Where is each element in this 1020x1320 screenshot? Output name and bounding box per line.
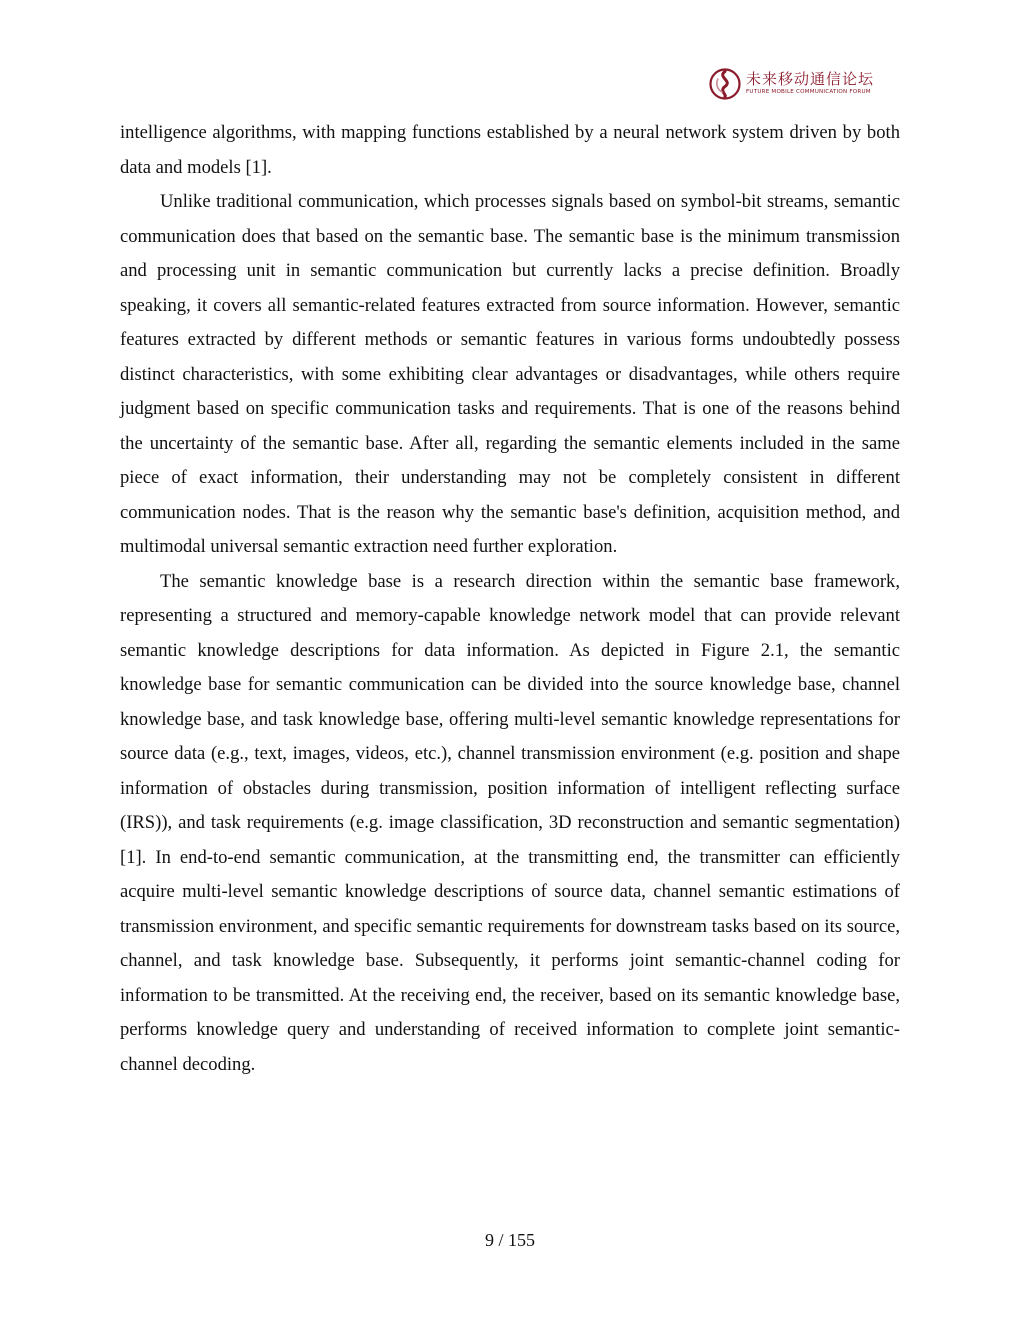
paragraph-continuation: intelligence algorithms, with mapping functions established by a neural network system driven by both data and models [1]. [120,122,900,178]
paragraph-semantic-base: Unlike traditional communication, which processes signals based on symbol-bit streams, semantic communication does that based on the semantic base. The semantic base is the minimum transmission and processing unit in semantic communication but currently lacks a precise definition. Broadly speaking, it covers all semantic-related features extracted from source information. However, semantic features extracted by different methods or semantic features in various forms undoubtedly possess distinct characteristics, with some exhibiting clear advantages or disadvantages, while others require judgment based on specific communication tasks and requirements. That is one of the reasons behind the uncertainty of the semantic base. After all, regarding the semantic elements included in the same piece of exact information, their understanding may not be completely consistent in different communication nodes. That is the reason why the semantic base's definition, acquisition method, and multimodal universal semantic extraction need further exploration. [120,191,900,557]
logo-english-name: FUTURE MOBILE COMMUNICATION FORUM [746,89,871,96]
document-body [120,116,900,1082]
logo-text [746,72,874,96]
paragraph-semantic-knowledge-base: The semantic knowledge base is a research direction within the semantic base framework, representing a structured and memory-capable knowledge network model that can provide relevant semantic knowledge descriptions for data information. As depicted in Figure 2.1, the semantic knowledge base for semantic communication can be divided into the source knowledge base, channel knowledge base, and task knowledge base, offering multi-level semantic knowledge representations for source data (e.g., text, images, videos, etc.), channel transmission environment (e.g. position and shape information of obstacles during transmission, position information of intelligent reflecting surface (IRS)), and task requirements (e.g. image classification, 3D reconstruction and semantic segmentation) [1]. In end-to-end semantic communication, at the transmitting end, the transmitter can efficiently acquire multi-level semantic knowledge descriptions of source data, channel semantic estimations of transmission environment, and specific semantic requirements for downstream tasks based on its source, channel, and task knowledge base. Subsequently, it performs joint semantic-channel coding for information to be transmitted. At the receiving end, the receiver, based on its semantic knowledge base, performs knowledge query and understanding of received information to complete joint semantic-channel decoding. [120,570,900,1075]
page-number: 9 / 155 [484,1230,535,1250]
header-logo [709,66,879,102]
forum-logo-icon [709,68,741,100]
logo-chinese-name: 未来移动通信论坛 [746,70,875,89]
